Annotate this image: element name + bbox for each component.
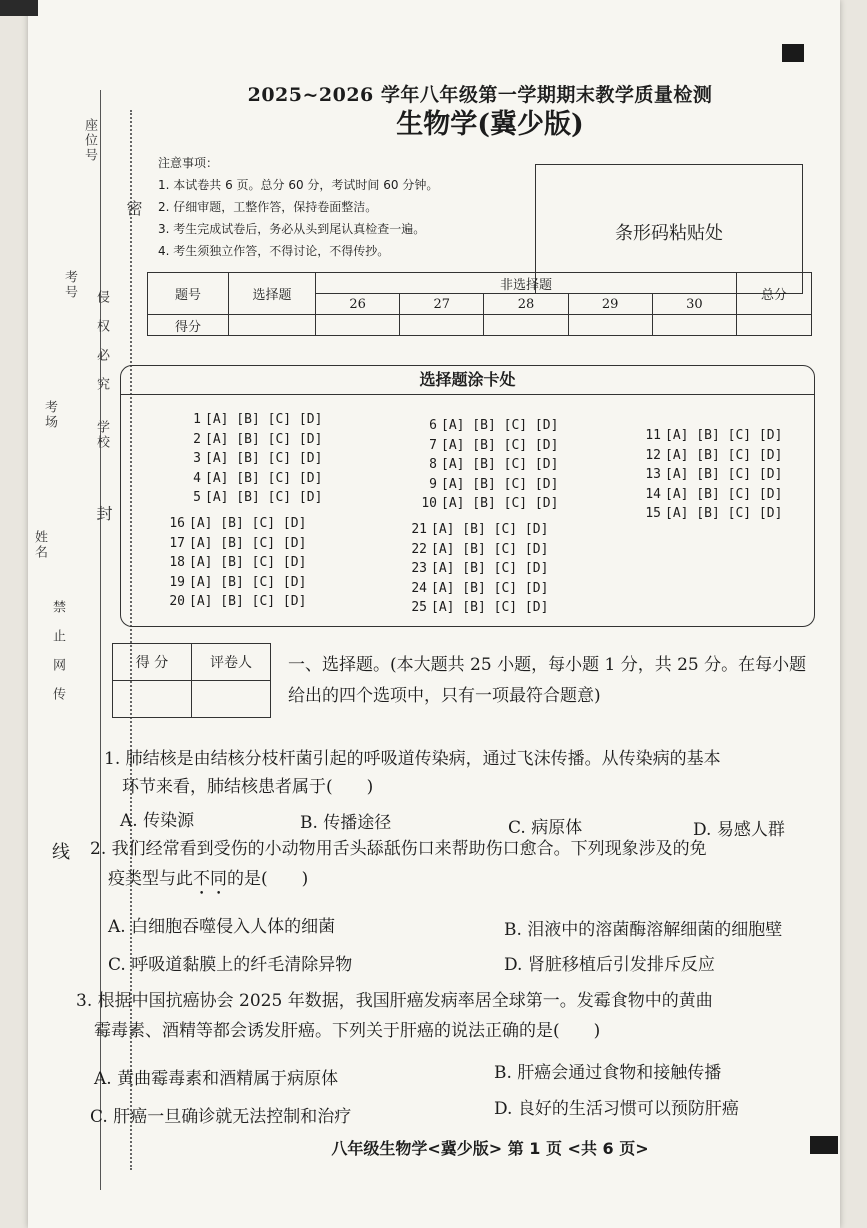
dark-corner xyxy=(0,0,38,16)
answer-row-choices[interactable]: [A] [B] [C] [D] xyxy=(431,561,549,576)
answer-row-choices[interactable]: [A] [B] [C] [D] xyxy=(189,594,307,609)
answer-row-number: 23 xyxy=(411,561,427,576)
answer-row-choices[interactable]: [A] [B] [C] [D] xyxy=(431,541,549,557)
answer-row-number: 7 xyxy=(429,437,437,453)
answer-row[interactable] xyxy=(417,496,558,511)
score-cell[interactable] xyxy=(652,315,736,336)
answer-row-number: 22 xyxy=(411,541,427,557)
answer-row[interactable] xyxy=(417,438,558,453)
answer-row-choices[interactable]: [A] [B] [C] [D] xyxy=(441,437,559,453)
q2-option-a[interactable]: A. 白细胞吞噬侵入人体的细菌 xyxy=(108,917,336,937)
answer-row[interactable] xyxy=(165,516,306,531)
answer-row-choices[interactable]: [A] [B] [C] [D] xyxy=(189,574,307,590)
answer-row-choices[interactable]: [A] [B] [C] [D] xyxy=(189,535,307,551)
answer-row-number: 2 xyxy=(193,431,201,447)
mi-seal-mark: 密 xyxy=(124,200,143,218)
answer-row[interactable] xyxy=(417,457,558,472)
answer-row-number: 17 xyxy=(169,535,185,551)
answer-row[interactable] xyxy=(417,418,558,433)
answer-row-choices[interactable]: [A] [B] [C] [D] xyxy=(665,506,783,521)
answer-row[interactable] xyxy=(181,451,322,466)
row-score-label: 得分 xyxy=(148,315,229,336)
answer-row-choices[interactable]: [A] [B] [C] [D] xyxy=(441,476,559,492)
answer-row-number: 18 xyxy=(169,555,185,570)
answer-row[interactable] xyxy=(417,477,558,492)
answer-row[interactable] xyxy=(407,600,548,615)
answer-row-choices[interactable]: [A] [B] [C] [D] xyxy=(665,467,783,482)
answer-row-choices[interactable]: [A] [B] [C] [D] xyxy=(665,447,783,463)
score-table xyxy=(147,272,812,336)
answer-row-number: 25 xyxy=(411,600,427,615)
q2-option-b[interactable]: B. 泪液中的溶菌酶溶解细菌的细胞壁 xyxy=(504,920,783,940)
answer-row-choices[interactable]: [A] [B] [C] [D] xyxy=(441,418,559,433)
answer-row-number: 14 xyxy=(645,486,661,502)
registration-mark-bottom xyxy=(810,1136,838,1154)
q3-stem-line2: 霉毒素、酒精等都会诱发肝癌。下列关于肝癌的说法正确的是( ) xyxy=(94,1021,601,1041)
answer-row[interactable] xyxy=(181,471,322,486)
name-label: 姓名 xyxy=(32,530,47,560)
exam-room-label: 考场 xyxy=(42,400,57,430)
answer-row-choices[interactable]: [A] [B] [C] [D] xyxy=(431,580,549,596)
seat-no-label: 座位号 xyxy=(82,118,97,163)
xian-seal-mark: 线 xyxy=(52,842,70,863)
note-item: 1. 本试卷共 6 页。总分 60 分，考试时间 60 分钟。 xyxy=(158,178,439,192)
answer-row[interactable] xyxy=(641,487,782,502)
answer-row-choices[interactable]: [A] [B] [C] [D] xyxy=(205,470,323,486)
answer-row-choices[interactable]: [A] [B] [C] [D] xyxy=(205,431,323,447)
answer-row-number: 5 xyxy=(193,490,201,505)
answer-row-number: 15 xyxy=(645,506,661,521)
answer-row-number: 13 xyxy=(645,467,661,482)
grader-score-cell[interactable] xyxy=(113,681,192,718)
q1-stem-line2: 环节来看，肺结核患者属于( ) xyxy=(122,777,374,797)
answer-row-number: 4 xyxy=(193,470,201,486)
answer-row[interactable] xyxy=(165,575,306,590)
score-cell[interactable] xyxy=(229,315,316,336)
score-cell[interactable] xyxy=(400,315,484,336)
answer-row-choices[interactable]: [A] [B] [C] [D] xyxy=(431,522,549,537)
subject-title: 生物学(冀少版) xyxy=(396,109,584,140)
answer-row-number: 21 xyxy=(411,522,427,537)
col-total: 总分 xyxy=(737,273,812,315)
answer-row[interactable] xyxy=(181,412,322,427)
grader-reviewer-label: 评卷人 xyxy=(192,644,271,681)
answer-row-choices[interactable]: [A] [B] [C] [D] xyxy=(665,486,783,502)
answer-row[interactable] xyxy=(641,467,782,482)
q2-stem-part: 的是( ) xyxy=(227,869,309,889)
answer-row[interactable] xyxy=(641,428,782,443)
feng-seal-mark: 封 xyxy=(94,505,113,523)
q1-option-d[interactable]: D. 易感人群 xyxy=(693,820,785,840)
score-cell[interactable] xyxy=(484,315,568,336)
q2-emphasis: 不同 xyxy=(193,869,227,889)
col-tihao: 题号 xyxy=(148,273,229,315)
q3-option-a[interactable]: A. 黄曲霉毒素和酒精属于病原体 xyxy=(94,1069,339,1089)
exam-no-label: 考号 xyxy=(62,270,77,300)
answer-card xyxy=(120,365,815,627)
q3-option-c[interactable]: C. 肝癌一旦确诊就无法控制和治疗 xyxy=(90,1107,352,1127)
answer-row[interactable] xyxy=(407,561,548,576)
q3-option-b[interactable]: B. 肝癌会通过食物和接触传播 xyxy=(494,1063,722,1083)
col-q26: 26 xyxy=(316,294,400,315)
q2-option-c[interactable]: C. 呼吸道黏膜上的纤毛清除异物 xyxy=(108,955,353,975)
q1-option-b[interactable]: B. 传播途径 xyxy=(300,813,392,833)
q3-stem-line1: 3. 根据中国抗癌协会 2025 年数据，我国肝癌发病率居全球第一。发霉食物中的黄曲 xyxy=(76,991,713,1011)
answer-row-choices[interactable]: [A] [B] [C] [D] xyxy=(665,428,783,443)
barcode-label: 条形码粘贴处 xyxy=(615,223,723,244)
q3-option-d[interactable]: D. 良好的生活习惯可以预防肝癌 xyxy=(494,1099,739,1119)
answer-row[interactable] xyxy=(165,536,306,551)
score-cell[interactable] xyxy=(316,315,400,336)
col-q30: 30 xyxy=(652,294,736,315)
note-item: 4. 考生须独立作答，不得讨论，不得传抄。 xyxy=(158,244,390,258)
q1-stem-line1: 1. 肺结核是由结核分枝杆菌引起的呼吸道传染病，通过飞沫传播。从传染病的基本 xyxy=(104,749,721,769)
answer-row[interactable] xyxy=(641,506,782,521)
notes-block xyxy=(158,152,528,262)
score-cell[interactable] xyxy=(737,315,812,336)
col-choice: 选择题 xyxy=(229,273,316,315)
grader-score-label: 得 分 xyxy=(113,644,192,681)
answer-card-title: 选择题涂卡处 xyxy=(121,366,814,395)
answer-row-choices[interactable]: [A] [B] [C] [D] xyxy=(441,496,559,511)
answer-row-choices[interactable]: [A] [B] [C] [D] xyxy=(431,600,549,615)
exam-title: 2025~2026 学年八年级第一学期期末教学质量检测 xyxy=(247,84,713,106)
grader-table xyxy=(112,643,271,718)
answer-row[interactable] xyxy=(165,594,306,609)
answer-row-number: 24 xyxy=(411,580,427,596)
score-cell[interactable] xyxy=(568,315,652,336)
answer-row-number: 16 xyxy=(169,516,185,531)
answer-row-number: 10 xyxy=(421,496,437,511)
notes-heading: 注意事项： xyxy=(158,156,219,170)
answer-row[interactable] xyxy=(181,432,322,447)
answer-row-choices[interactable]: [A] [B] [C] [D] xyxy=(205,451,323,466)
answer-row[interactable] xyxy=(407,542,548,557)
answer-row[interactable] xyxy=(181,490,322,505)
warning-no-share: 禁止网传 xyxy=(50,600,65,716)
warning-rights: 侵权必究 xyxy=(94,290,109,406)
q2-stem-line2 xyxy=(108,864,308,899)
q2-option-d[interactable]: D. 肾脏移植后引发排斥反应 xyxy=(504,955,715,975)
col-nonchoice: 非选择题 xyxy=(316,273,737,294)
answer-row-number: 3 xyxy=(193,451,201,466)
answer-row-number: 6 xyxy=(429,418,437,433)
answer-row-number: 9 xyxy=(429,476,437,492)
q2-stem-line1: 2. 我们经常看到受伤的小动物用舌头舔舐伤口来帮助伤口愈合。下列现象涉及的免 xyxy=(90,839,707,859)
q1-option-a[interactable]: A. 传染源 xyxy=(120,811,195,831)
answer-row-choices[interactable]: [A] [B] [C] [D] xyxy=(441,457,559,472)
answer-row[interactable] xyxy=(407,522,548,537)
note-item: 3. 考生完成试卷后，务必从头到尾认真检查一遍。 xyxy=(158,222,426,236)
col-q27: 27 xyxy=(400,294,484,315)
col-q29: 29 xyxy=(568,294,652,315)
answer-row-choices[interactable]: [A] [B] [C] [D] xyxy=(189,555,307,570)
grader-reviewer-cell[interactable] xyxy=(192,681,271,718)
q2-stem-part: 疫类型与此 xyxy=(108,869,193,889)
answer-row-number: 19 xyxy=(169,574,185,590)
answer-row[interactable] xyxy=(407,581,548,596)
answer-row[interactable] xyxy=(641,448,782,463)
answer-row-number: 20 xyxy=(169,594,185,609)
note-item: 2. 仔细审题，工整作答，保持卷面整洁。 xyxy=(158,200,378,214)
answer-row-number: 11 xyxy=(645,428,661,443)
registration-mark-top xyxy=(782,44,804,62)
col-q28: 28 xyxy=(484,294,568,315)
answer-row[interactable] xyxy=(165,555,306,570)
answer-row-choices[interactable]: [A] [B] [C] [D] xyxy=(205,412,323,427)
answer-row-number: 1 xyxy=(193,412,201,427)
answer-row-number: 8 xyxy=(429,457,437,472)
section1-heading: 一、选择题。(本大题共 25 小题，每小题 1 分，共 25 分。在每小题给出的四个选项中，只有一项最符合题意) xyxy=(288,655,807,706)
answer-row-choices[interactable]: [A] [B] [C] [D] xyxy=(189,516,307,531)
answer-row-choices[interactable]: [A] [B] [C] [D] xyxy=(205,490,323,505)
school-label: 学校 xyxy=(94,420,109,450)
page-footer: 八年级生物学<冀少版> 第 1 页 <共 6 页> xyxy=(331,1139,649,1158)
q1-option-c[interactable]: C. 病原体 xyxy=(508,818,583,838)
answer-row-number: 12 xyxy=(645,447,661,463)
